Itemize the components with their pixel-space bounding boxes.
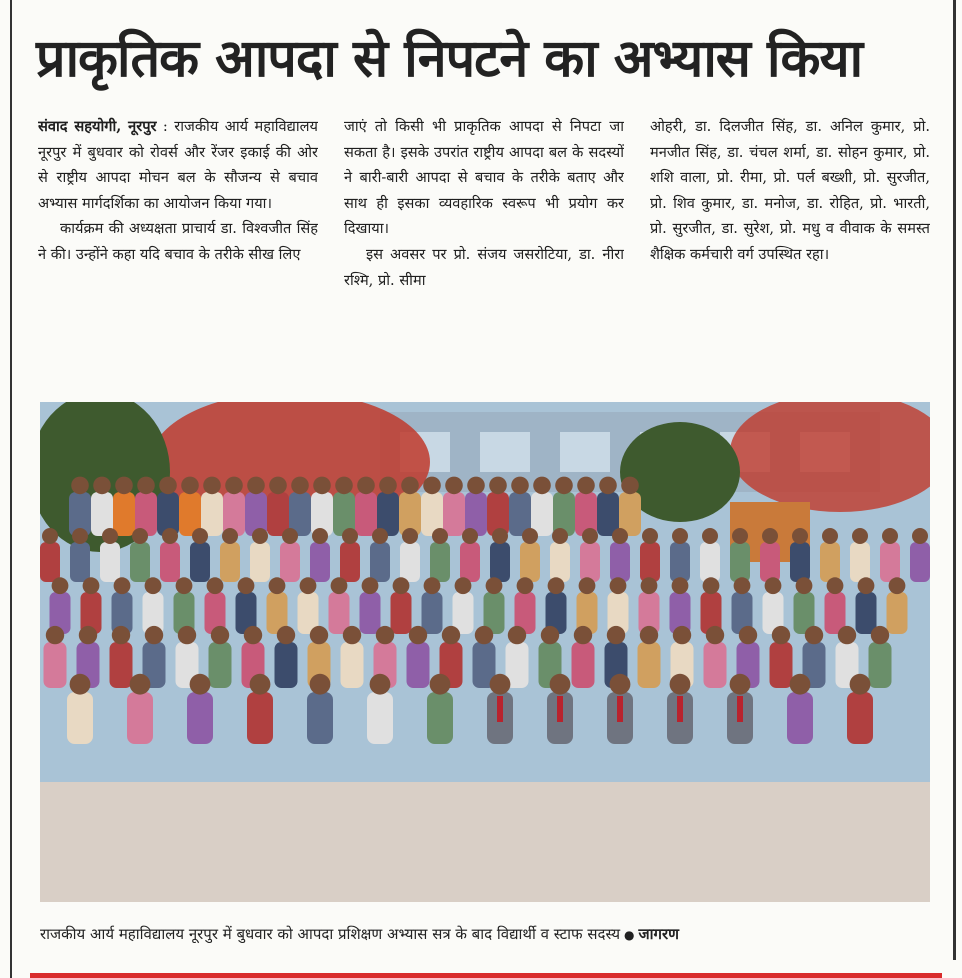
photo-person-head <box>203 477 221 495</box>
left-column-rule <box>10 0 12 978</box>
photo-person-head <box>522 528 538 544</box>
photo-person-head <box>376 626 394 644</box>
photo-person-head <box>379 477 397 495</box>
article-paragraph <box>38 114 318 216</box>
photo-person-head <box>372 528 388 544</box>
photo-person-head <box>137 477 155 495</box>
photo-person-head <box>475 626 493 644</box>
photo-person-body <box>770 642 793 688</box>
photo-person-body <box>280 542 300 582</box>
photo-person-body <box>100 542 120 582</box>
photo-person-head <box>291 477 309 495</box>
photo-person-body <box>355 492 377 536</box>
photo-scout-scarf <box>677 696 683 722</box>
photo-person-body <box>40 542 60 582</box>
photo-person-body <box>67 692 93 744</box>
article-paragraph: जाएं तो किसी भी प्राकृतिक आपदा से निपटा जा सकता है। इसके उपरांत राष्ट्रीय आपदा बल के सदस्यों ने बारी-बारी आपदा से बचाव के तरीके बताए और साथ ही इसका व्यवहारिक स्वरूप भी प्रयोग कर दिखाया। <box>344 118 624 238</box>
photo-person-head <box>599 477 617 495</box>
photo-person-head <box>409 626 427 644</box>
photo-person-head <box>181 477 199 495</box>
photo-person-head <box>277 626 295 644</box>
photo-person-body <box>341 642 364 688</box>
photo-person-head <box>889 577 906 594</box>
photo-person-head <box>827 577 844 594</box>
photo-person-head <box>71 477 89 495</box>
photo-person-head <box>548 577 565 594</box>
photo-person-head <box>579 577 596 594</box>
photo-person-body <box>580 542 600 582</box>
group-photo <box>40 402 930 902</box>
photo-person-head <box>612 528 628 544</box>
photo-person-head <box>335 477 353 495</box>
photo-person-head <box>796 577 813 594</box>
photo-person-head <box>442 626 460 644</box>
photo-person-body <box>856 592 877 634</box>
photo-person-body <box>247 692 273 744</box>
photo-credit: जागरण <box>638 925 679 943</box>
photo-person-head <box>871 626 889 644</box>
photo-person-head <box>445 477 463 495</box>
photo-person-body <box>490 542 510 582</box>
photo-person-head <box>706 626 724 644</box>
photo-person-head <box>282 528 298 544</box>
photo-person-body <box>610 542 630 582</box>
photo-person-body <box>160 542 180 582</box>
article-column-1 <box>38 114 318 376</box>
photo-person-head <box>130 674 151 695</box>
photo-person-head <box>822 528 838 544</box>
photo-person-head <box>533 477 551 495</box>
photo-person-head <box>423 477 441 495</box>
photo-person-body <box>130 542 150 582</box>
photo-scout-scarf <box>617 696 623 722</box>
photo-person-head <box>70 674 91 695</box>
dateline: संवाद सहयोगी, नूरपुर <box>38 118 157 135</box>
article-paragraph: इस अवसर पर प्रो. संजय जसरोटिया, डा. नीरा रश्मि, प्रो. सीमा <box>344 245 624 289</box>
photo-person-body <box>760 542 780 582</box>
photo-person-head <box>462 528 478 544</box>
photo-person-head <box>79 626 97 644</box>
photo-person-head <box>732 528 748 544</box>
photo-person-head <box>83 577 100 594</box>
photo-person-head <box>145 626 163 644</box>
photo-person-head <box>238 577 255 594</box>
photo-person-head <box>310 674 331 695</box>
photo-person-head <box>492 528 508 544</box>
photo-person-body <box>847 692 873 744</box>
photo-person-body <box>700 542 720 582</box>
photo-person-body <box>704 642 727 688</box>
photo-person-head <box>424 577 441 594</box>
article-body <box>38 114 930 376</box>
photo-person-head <box>93 477 111 495</box>
photo-person-head <box>115 477 133 495</box>
photo-person-body <box>887 592 908 634</box>
photo-person-head <box>222 528 238 544</box>
photo-person-head <box>402 528 418 544</box>
photo-person-body <box>367 692 393 744</box>
photo-person-body <box>310 542 330 582</box>
photo-person-head <box>772 626 790 644</box>
photo-ground <box>40 782 930 902</box>
photo-person-head <box>343 626 361 644</box>
photo-person-head <box>621 477 639 495</box>
photo-person-body <box>670 542 690 582</box>
article-column-3 <box>650 114 930 376</box>
photo-person-body <box>329 592 350 634</box>
photo-person-body <box>790 542 810 582</box>
photo-person-head <box>467 477 485 495</box>
photo-scout-scarf <box>737 696 743 722</box>
photo-person-body <box>220 542 240 582</box>
photo-person-head <box>432 528 448 544</box>
photo-person-head <box>672 577 689 594</box>
photo-person-head <box>858 577 875 594</box>
photo-person-body <box>430 542 450 582</box>
photo-person-head <box>162 528 178 544</box>
photo-person-head <box>852 528 868 544</box>
photo-person-body <box>572 642 595 688</box>
photo-caption <box>40 916 930 952</box>
photo-person-head <box>72 528 88 544</box>
photo-person-head <box>550 674 571 695</box>
lead-text: राजकीय आर्य महाविद्यालय नूरपुर में बुधवार को रोवर्स और रेंजर इकाई की ओर से राष्ट्रीय आपदा मोचन बल के सौजन्य से बचाव अभ्यास मार्गदर्शिका का आयोजन किया गया। <box>38 118 318 212</box>
photo-person-head <box>176 577 193 594</box>
photo-person-head <box>610 674 631 695</box>
photo-person-body <box>187 692 213 744</box>
caption-bullet: ● <box>624 928 635 942</box>
photo-person-head <box>582 528 598 544</box>
photo-person-head <box>511 477 529 495</box>
photo-person-head <box>362 577 379 594</box>
photo-person-head <box>541 626 559 644</box>
photo-person-head <box>190 674 211 695</box>
photo-person-head <box>252 528 268 544</box>
bottom-red-rule <box>30 973 942 978</box>
photo-person-head <box>703 577 720 594</box>
photo-person-body <box>127 692 153 744</box>
photo-person-head <box>331 577 348 594</box>
article-paragraph: ओहरी, डा. दिलजीत सिंह, डा. अनिल कुमार, प्रो. मनजीत सिंह, डा. चंचल शर्मा, डा. सोहन कुमार, प्रो. शशि वाला, प्रो. रीमा, प्रो. पर्ल बख्शी, प्रो. सुरजीत, प्रो. शिव कुमार, डा. मनोज, डा. रोहित, प्रो. भारती, प्रो. सुरजीत, डा. सुरेश, प्रो. मधु व वीवाक के समस्त शैक्षिक कर्मचारी वर्ग उपस्थित रहा। <box>650 118 930 263</box>
photo-person-body <box>640 542 660 582</box>
photo-person-body <box>638 642 661 688</box>
photo-person-head <box>114 577 131 594</box>
photo-person-head <box>850 674 871 695</box>
photo-person-head <box>430 674 451 695</box>
photo-person-body <box>340 542 360 582</box>
photo-person-body <box>391 592 412 634</box>
photo-person-head <box>610 577 627 594</box>
photo-person-head <box>607 626 625 644</box>
photo-person-head <box>247 477 265 495</box>
photo-person-head <box>641 577 658 594</box>
photo-person-head <box>112 626 130 644</box>
photo-person-head <box>882 528 898 544</box>
photo-person-head <box>244 626 262 644</box>
photo-person-head <box>734 577 751 594</box>
photo-person-body <box>422 592 443 634</box>
photo-person-body <box>44 642 67 688</box>
photo-person-head <box>300 577 317 594</box>
photo-person-head <box>642 528 658 544</box>
caption-text: राजकीय आर्य महाविद्यालय नूरपुर में बुधवार को आपदा प्रशिक्षण अभ्यास सत्र के बाद विद्यार्थी व स्टाफ सदस्य <box>40 925 621 943</box>
photo-person-head <box>790 674 811 695</box>
photo-person-head <box>211 626 229 644</box>
photo-person-head <box>805 626 823 644</box>
photo-person-body <box>113 492 135 536</box>
photo-person-head <box>739 626 757 644</box>
photo-person-body <box>910 542 930 582</box>
photo-person-head <box>102 528 118 544</box>
photo-person-body <box>250 542 270 582</box>
photo-person-head <box>192 528 208 544</box>
photo-person-head <box>552 528 568 544</box>
photo-person-body <box>869 642 892 688</box>
photo-scout-scarf <box>497 696 503 722</box>
photo-person-body <box>400 542 420 582</box>
photo-person-head <box>393 577 410 594</box>
photo-person-head <box>310 626 328 644</box>
photo-person-body <box>730 542 750 582</box>
photo-person-head <box>178 626 196 644</box>
photo-person-body <box>850 542 870 582</box>
photo-person-head <box>312 528 328 544</box>
photo-person-head <box>838 626 856 644</box>
photo-person-head <box>508 626 526 644</box>
photo-person-body <box>407 642 430 688</box>
photo-person-body <box>880 542 900 582</box>
photo-person-head <box>670 674 691 695</box>
group-photo-illustration <box>40 402 930 902</box>
photo-person-head <box>269 577 286 594</box>
photo-person-body <box>360 592 381 634</box>
photo-person-head <box>225 477 243 495</box>
photo-person-head <box>555 477 573 495</box>
photo-person-head <box>401 477 419 495</box>
photo-building-window <box>480 432 530 472</box>
photo-person-head <box>159 477 177 495</box>
photo-person-head <box>250 674 271 695</box>
photo-person-head <box>455 577 472 594</box>
photo-person-head <box>46 626 64 644</box>
photo-person-body <box>275 642 298 688</box>
photo-person-head <box>640 626 658 644</box>
photo-person-body <box>110 642 133 688</box>
photo-person-body <box>460 542 480 582</box>
photo-person-head <box>269 477 287 495</box>
photo-person-body <box>70 542 90 582</box>
photo-person-head <box>673 626 691 644</box>
photo-person-body <box>520 542 540 582</box>
photo-person-head <box>370 674 391 695</box>
article-column-2 <box>344 114 624 376</box>
right-column-rule <box>953 0 956 960</box>
photo-person-body <box>307 692 333 744</box>
photo-person-head <box>517 577 534 594</box>
photo-person-head <box>792 528 808 544</box>
photo-building-window <box>560 432 610 472</box>
photo-person-head <box>574 626 592 644</box>
photo-person-body <box>443 492 465 536</box>
photo-person-head <box>730 674 751 695</box>
article-paragraph: कार्यक्रम की अध्यक्षता प्राचार्य डा. विश्वजीत सिंह ने की। उन्होंने कहा यदि बचाव के तरीके सीख लिए <box>38 220 318 263</box>
photo-person-body <box>427 692 453 744</box>
photo-person-body <box>209 642 232 688</box>
photo-person-head <box>577 477 595 495</box>
photo-person-head <box>207 577 224 594</box>
photo-person-head <box>486 577 503 594</box>
photo-person-body <box>787 692 813 744</box>
photo-person-head <box>765 577 782 594</box>
photo-person-head <box>42 528 58 544</box>
photo-person-head <box>342 528 358 544</box>
photo-person-head <box>490 674 511 695</box>
dateline-separator: : <box>156 118 168 135</box>
photo-person-head <box>672 528 688 544</box>
photo-person-head <box>357 477 375 495</box>
photo-person-head <box>313 477 331 495</box>
photo-person-body <box>190 542 210 582</box>
photo-person-body <box>820 542 840 582</box>
photo-person-head <box>702 528 718 544</box>
photo-person-head <box>52 577 69 594</box>
photo-person-head <box>912 528 928 544</box>
photo-person-head <box>762 528 778 544</box>
photo-person-head <box>489 477 507 495</box>
photo-person-body <box>550 542 570 582</box>
photo-scout-scarf <box>557 696 563 722</box>
photo-person-head <box>132 528 148 544</box>
photo-person-head <box>145 577 162 594</box>
headline: प्राकृतिक आपदा से निपटने का अभ्यास किया <box>36 29 863 89</box>
photo-person-body <box>370 542 390 582</box>
